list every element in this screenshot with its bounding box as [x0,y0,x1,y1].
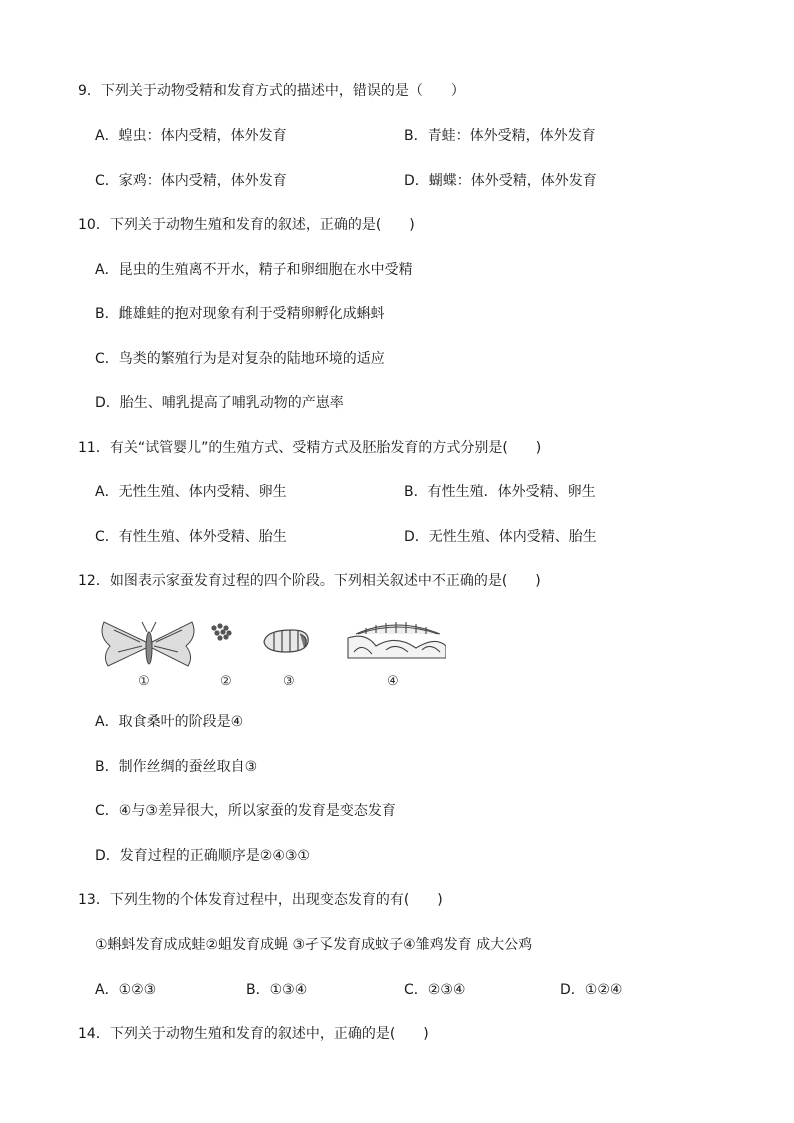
q13-statements: ①蝌蚪发育成成蛙②蛆发育成蝇 ③孑孓发育成蚊子④雏鸡发育 成大公鸡 [95,937,533,953]
larva-icon [348,622,446,658]
pupa-icon [264,630,308,652]
q13-option-a: A．①②③ [95,982,157,998]
q11-option-b: B．有性生殖．体外受精、卵生 [404,484,596,500]
q9-option-b: B．青蛙：体外受精，体外发育 [404,128,596,144]
silkworm-lifecycle-figure [96,612,446,696]
figure-label-4: ④ [387,674,399,689]
q9-option-a: A．蝗虫：体内受精，体外发育 [95,128,287,144]
q9-option-c: C．家鸡：体内受精，体外发育 [95,173,287,189]
figure-label-3: ③ [283,674,295,689]
q12-option-c: C．④与③差异很大，所以家蚕的发育是变态发育 [95,803,396,819]
question-9-stem: 9．下列关于动物受精和发育方式的描述中，错误的是（ ） [78,83,465,99]
q10-option-b: B．雌雄蛙的抱对现象有利于受精卵孵化成蝌蚪 [95,306,385,322]
figure-label-2: ② [220,674,232,689]
q13-option-b: B．①③④ [246,982,308,998]
q11-option-d: D．无性生殖、体内受精、胎生 [404,529,597,545]
q13-option-d: D．①②④ [560,982,623,998]
q10-option-a: A．昆虫的生殖离不开水，精子和卵细胞在水中受精 [95,262,413,278]
question-13-stem: 13．下列生物的个体发育过程中，出现变态发育的有( ) [78,892,443,908]
q9-option-d: D．蝴蝶：体外受精，体外发育 [404,173,597,189]
q11-option-a: A．无性生殖、体内受精、卵生 [95,484,287,500]
question-12-stem: 12．如图表示家蚕发育过程的四个阶段。下列相关叙述中不正确的是( ) [78,573,541,589]
q12-option-b: B．制作丝绸的蚕丝取自③ [95,759,258,775]
q11-option-c: C．有性生殖、体外受精、胎生 [95,529,287,545]
q13-option-c: C．②③④ [404,982,466,998]
question-14-stem: 14．下列关于动物生殖和发育的叙述中，正确的是( ) [78,1026,429,1042]
q10-option-c: C．鸟类的繁殖行为是对复杂的陆地环境的适应 [95,351,385,367]
question-10-stem: 10．下列关于动物生殖和发育的叙述，正确的是( ) [78,217,415,233]
moth-icon [102,622,194,666]
egg-cluster-icon [211,623,231,640]
q12-option-a: A．取食桑叶的阶段是④ [95,714,244,730]
figure-label-1: ① [138,674,150,689]
question-11-stem: 11．有关“试管婴儿”的生殖方式、受精方式及胚胎发育的方式分别是( ) [78,440,542,456]
q10-option-d: D．胎生、哺乳提高了哺乳动物的产崽率 [95,395,344,411]
q12-option-d: D．发育过程的正确顺序是②④③① [95,848,310,864]
